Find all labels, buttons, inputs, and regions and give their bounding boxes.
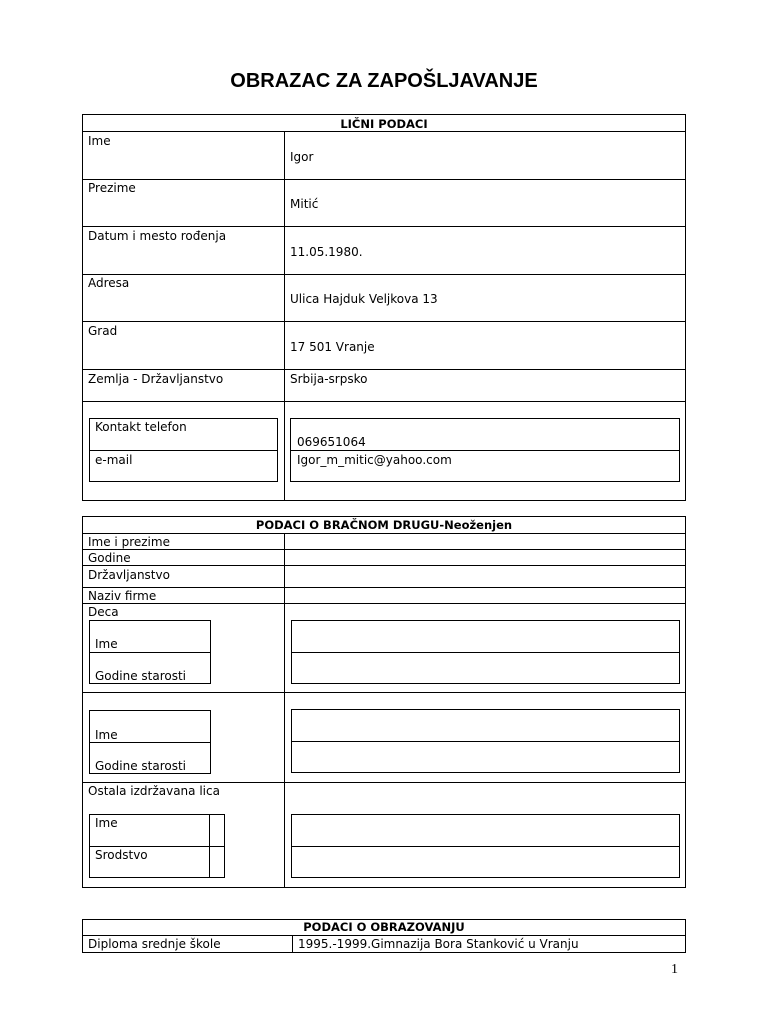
address-label: Adresa [88, 276, 130, 290]
row-divider [82, 533, 686, 534]
spouse-company-label: Naziv firme [88, 589, 157, 603]
row-divider [89, 846, 225, 847]
row-divider [82, 692, 686, 693]
row-divider [82, 369, 686, 370]
birth-value: 11.05.1980. [290, 245, 363, 259]
citizenship-value: Srbija-srpsko [290, 372, 368, 386]
children-label: Deca [88, 605, 119, 619]
spouse-age-label: Godine [88, 551, 131, 565]
row-divider [82, 321, 686, 322]
spouse-data-header: PODACI O BRAČNOM DRUGU-Neoženjen [255, 518, 513, 532]
row-divider [291, 652, 680, 653]
diploma-label: Diploma srednje škole [88, 937, 221, 951]
row-divider [82, 131, 686, 132]
phone-value: 069651064 [297, 435, 366, 449]
city-label: Grad [88, 324, 118, 338]
row-divider [82, 549, 686, 550]
spouse-name-label: Ime i prezime [88, 535, 170, 549]
dependents-label: Ostala izdržavana lica [88, 784, 220, 798]
last-name-label: Prezime [88, 181, 136, 195]
row-divider [89, 742, 211, 743]
city-value: 17 501 Vranje [290, 340, 375, 354]
first-name-label: Ime [88, 134, 111, 148]
first-name-value: Igor [290, 150, 314, 164]
form-title: OBRAZAC ZA ZAPOŠLJAVANJE [230, 70, 538, 92]
row-divider [291, 846, 680, 847]
row-divider [82, 935, 686, 936]
row-divider [82, 587, 686, 588]
email-value: Igor_m_mitic@yahoo.com [297, 453, 452, 467]
personal-data-header: LIČNI PODACI [340, 117, 428, 131]
row-divider [89, 652, 211, 653]
row-divider [82, 603, 686, 604]
row-divider [82, 274, 686, 275]
page-number: 1 [671, 962, 678, 977]
phone-label: Kontakt telefon [95, 420, 187, 434]
last-name-value: Mitić [290, 197, 319, 211]
child-1-age-label: Godine starosti [95, 669, 187, 683]
row-divider [82, 401, 686, 402]
row-divider [82, 179, 686, 180]
birth-label: Datum i mesto rođenja [88, 229, 227, 243]
row-divider [89, 450, 278, 451]
column-divider [209, 814, 210, 878]
dependent-relation-label: Srodstvo [95, 848, 148, 862]
child-2-name-label: Ime [95, 728, 118, 742]
column-divider [292, 935, 293, 953]
citizenship-label: Zemlja - Državljanstvo [88, 372, 224, 386]
row-divider [82, 782, 686, 783]
address-value: Ulica Hajduk Veljkova 13 [290, 292, 438, 306]
column-divider [284, 131, 285, 501]
row-divider [290, 450, 680, 451]
diploma-value: 1995.-1999.Gimnazija Bora Stanković u Vranju [298, 937, 579, 951]
row-divider [82, 226, 686, 227]
row-divider [82, 565, 686, 566]
spouse-citizenship-label: Državljanstvo [88, 568, 170, 582]
child-1-name-label: Ime [95, 637, 118, 651]
education-header: PODACI O OBRAZOVANJU [303, 920, 465, 934]
row-divider [291, 741, 680, 742]
email-label: e-mail [95, 453, 133, 467]
child-2-age-label: Godine starosti [95, 759, 187, 773]
dependent-name-label: Ime [95, 816, 118, 830]
